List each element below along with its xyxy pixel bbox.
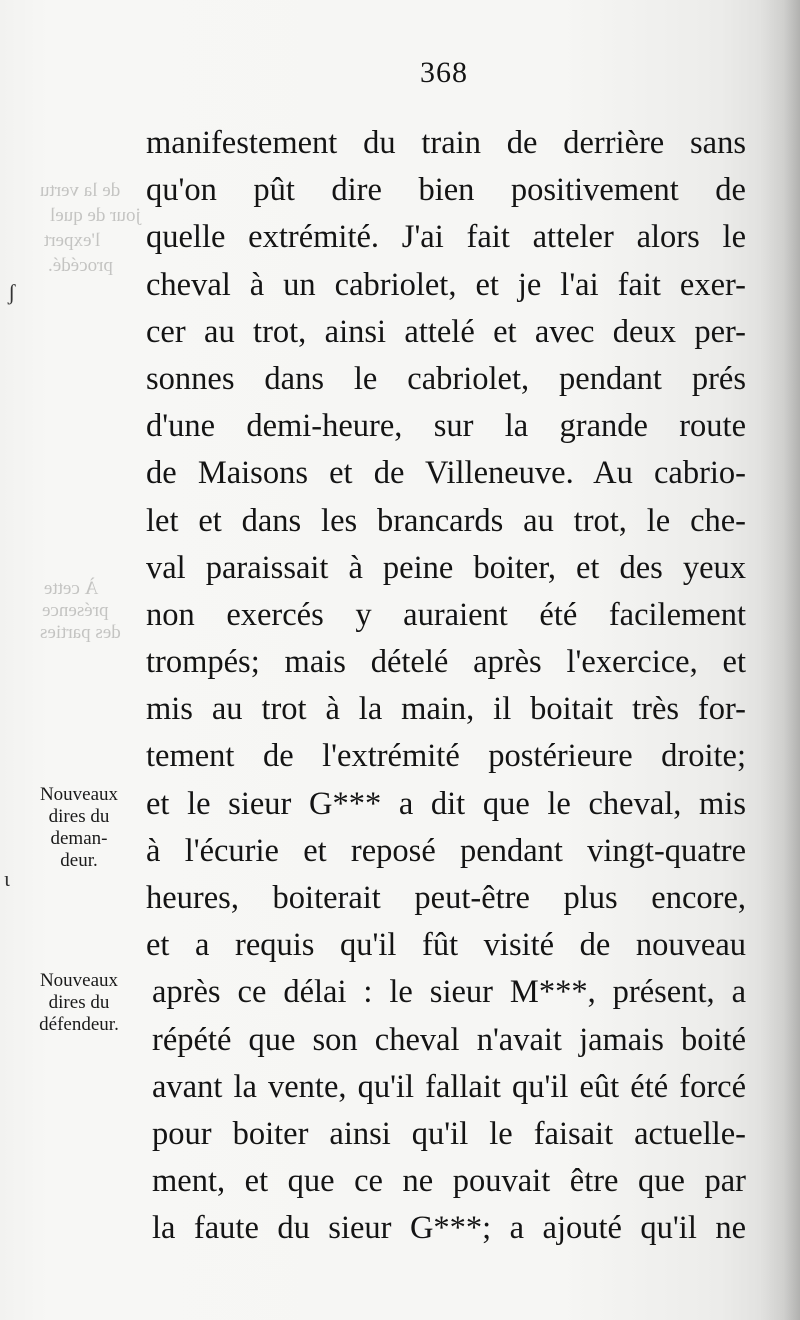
text-line: ment, et que ce ne pouvait être que par (152, 1163, 746, 1200)
text-line: tement de l'extrémité postérieure droite; (146, 738, 746, 775)
text-line: trompés; mais dételé après l'exercice, et (146, 644, 746, 681)
text-line: avant la vente, qu'il fallait qu'il eût été forcé (152, 1068, 746, 1105)
text-line: cer au trot, ainsi attelé et avec deux per- (146, 313, 746, 350)
page-number: 368 (420, 56, 468, 89)
text-line: de Maisons et de Villeneuve. Au cabrio- (146, 455, 746, 492)
text-line: quelle extrémité. J'ai fait atteler alors le (146, 219, 746, 256)
text-line: après ce délai : le sieur M***, présent, a (152, 974, 746, 1011)
text-line: val paraissait à peine boiter, et des yeux (146, 549, 746, 586)
text-line: à l'écurie et reposé pendant vingt-quatre (146, 832, 746, 869)
text-line: pour boiter ainsi qu'il le faisait actuelle- (152, 1115, 746, 1152)
margin-note-line: deur. (60, 850, 98, 871)
text-line: la faute du sieur G***; a ajouté qu'il ne (152, 1210, 746, 1247)
margin-note-line: dires du (48, 992, 110, 1013)
margin-note-line: dires du (48, 806, 110, 827)
margin-note-line: défendeur. (39, 1014, 119, 1035)
bleed-through-text: À cette (44, 578, 99, 599)
bleed-through-text: procédé. (48, 255, 113, 276)
bleed-through-text: l'expert (44, 230, 101, 251)
stray-ink-mark: ɩ (4, 866, 10, 891)
text-line: et a requis qu'il fût visité de nouveau (146, 927, 746, 964)
margin-note-line: deman- (50, 828, 108, 849)
body-text (146, 120, 746, 1253)
text-line: mis au trot à la main, il boitait très for- (146, 691, 746, 728)
text-line: répété que son cheval n'avait jamais boité (152, 1021, 746, 1058)
bleed-through-text: jour de quel (50, 205, 141, 226)
margin-note-line: Nouveaux (39, 970, 119, 991)
margin-note-plaintiff (18, 784, 140, 872)
margin-note-defendant (14, 970, 144, 1036)
text-line: non exercés y auraient été facilement (146, 596, 746, 633)
bleed-through-text: des parties (40, 622, 121, 643)
text-line: cheval à un cabriolet, et je l'ai fait exer- (146, 266, 746, 303)
text-line: qu'on pût dire bien positivement de (146, 172, 746, 209)
page-edge-shadow (760, 0, 800, 1320)
text-line: et le sieur G*** a dit que le cheval, mis (146, 785, 746, 822)
bleed-through-text: de la vertu (40, 180, 121, 201)
text-line: heures, boiterait peut-être plus encore, (146, 880, 746, 916)
margin-note-line: Nouveaux (39, 784, 119, 805)
text-line: d'une demi-heure, sur la grande route (146, 408, 746, 445)
text-line: manifestement du train de derrière sans (146, 125, 746, 161)
text-line: let et dans les brancards au trot, le che- (146, 502, 746, 539)
bleed-through-text: présence (42, 600, 109, 621)
stray-ink-mark: ʃ (8, 280, 16, 305)
text-line: sonnes dans le cabriolet, pendant prés (146, 360, 746, 397)
